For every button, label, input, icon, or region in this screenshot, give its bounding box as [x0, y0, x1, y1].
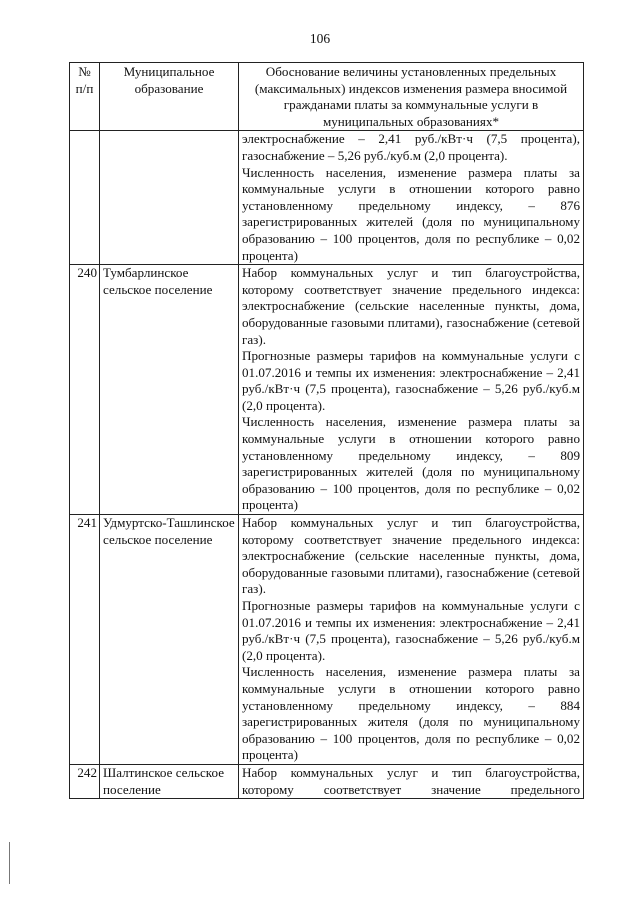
paragraph: Набор коммунальных услуг и тип благоустройства, которому соответствует значение предельного индекса: электроснабжение (сельские населенные пункты, дома, оборудованные газовыми плитами), газоснабжение (сетевой газ).: [242, 515, 580, 597]
table-row: [70, 265, 584, 515]
table-header-row: [70, 63, 584, 131]
row-municipality: Шалтинское сельское поселение: [100, 764, 239, 798]
paragraph: Прогнозные размеры тарифов на коммунальные услуги с 01.07.2016 и темпы их изменения: электроснабжение – 2,41 руб./кВт·ч (7,5 процента), газоснабжение – 5,26 руб./куб.м (2,0 процента).: [242, 598, 580, 663]
table-row: [70, 131, 584, 265]
row-municipality: Удмуртско-Ташлинское сельское поселение: [100, 515, 239, 765]
paragraph: Набор коммунальных услуг и тип благоустройства, которому соответствует значение предельного индекса: электроснабжение (сельские населенные пункты, дома, оборудованные газовыми плитами), газоснабжение (сетевой газ).: [242, 265, 580, 347]
row-municipality: Тумбарлинское сельское поселение: [100, 265, 239, 515]
row-number: 242: [70, 764, 100, 798]
header-municipality: Муниципальное образование: [100, 63, 239, 131]
row-municipality: [100, 131, 239, 265]
header-num: № п/п: [70, 63, 100, 131]
margin-line: [9, 842, 10, 884]
paragraph: электроснабжение – 2,41 руб./кВт·ч (7,5 процента), газоснабжение – 5,26 руб./куб.м (2,0 процента).: [242, 131, 580, 163]
paragraph: Набор коммунальных услуг и тип благоустройства, которому соответствует значение предельного: [242, 764, 580, 797]
table-row: [70, 515, 584, 765]
row-number: 240: [70, 265, 100, 515]
paragraph: Численность населения, изменение размера платы за коммунальные услуги в отношении которого равно установленному предельному индексу, – 884 зарегистрированных жителя (доля по муниципальному образованию – 100 процентов, доля по республике – 0,02 процента): [242, 664, 580, 763]
header-justification: Обоснование величины установленных предельных (максимальных) индексов изменения размера вносимой гражданами платы за коммунальные услуги в муниципальных образованиях*: [239, 63, 584, 131]
indices-table: [69, 62, 584, 799]
paragraph: Численность населения, изменение размера платы за коммунальные услуги в отношении которого равно установленному предельному индексу, – 809 зарегистрированных жителей (доля по муниципальному образованию – 100 процентов, доля по республике – 0,02 процента): [242, 414, 580, 513]
row-justification: [239, 515, 584, 765]
row-justification: [239, 131, 584, 265]
table-row: [70, 764, 584, 798]
row-justification: [239, 764, 584, 798]
paragraph: Численность населения, изменение размера платы за коммунальные услуги в отношении которого равно установленному предельному индексу, – 876 зарегистрированных жителей (доля по муниципальному образованию – 100 процентов, доля по республике – 0,02 процента): [242, 164, 580, 263]
paragraph: Прогнозные размеры тарифов на коммунальные услуги с 01.07.2016 и темпы их изменения: электроснабжение – 2,41 руб./кВт·ч (7,5 процента), газоснабжение – 5,26 руб./куб.м (2,0 процента).: [242, 348, 580, 413]
page-number: 106: [309, 31, 331, 46]
row-number: [70, 131, 100, 265]
row-justification: [239, 265, 584, 515]
row-number: 241: [70, 515, 100, 765]
